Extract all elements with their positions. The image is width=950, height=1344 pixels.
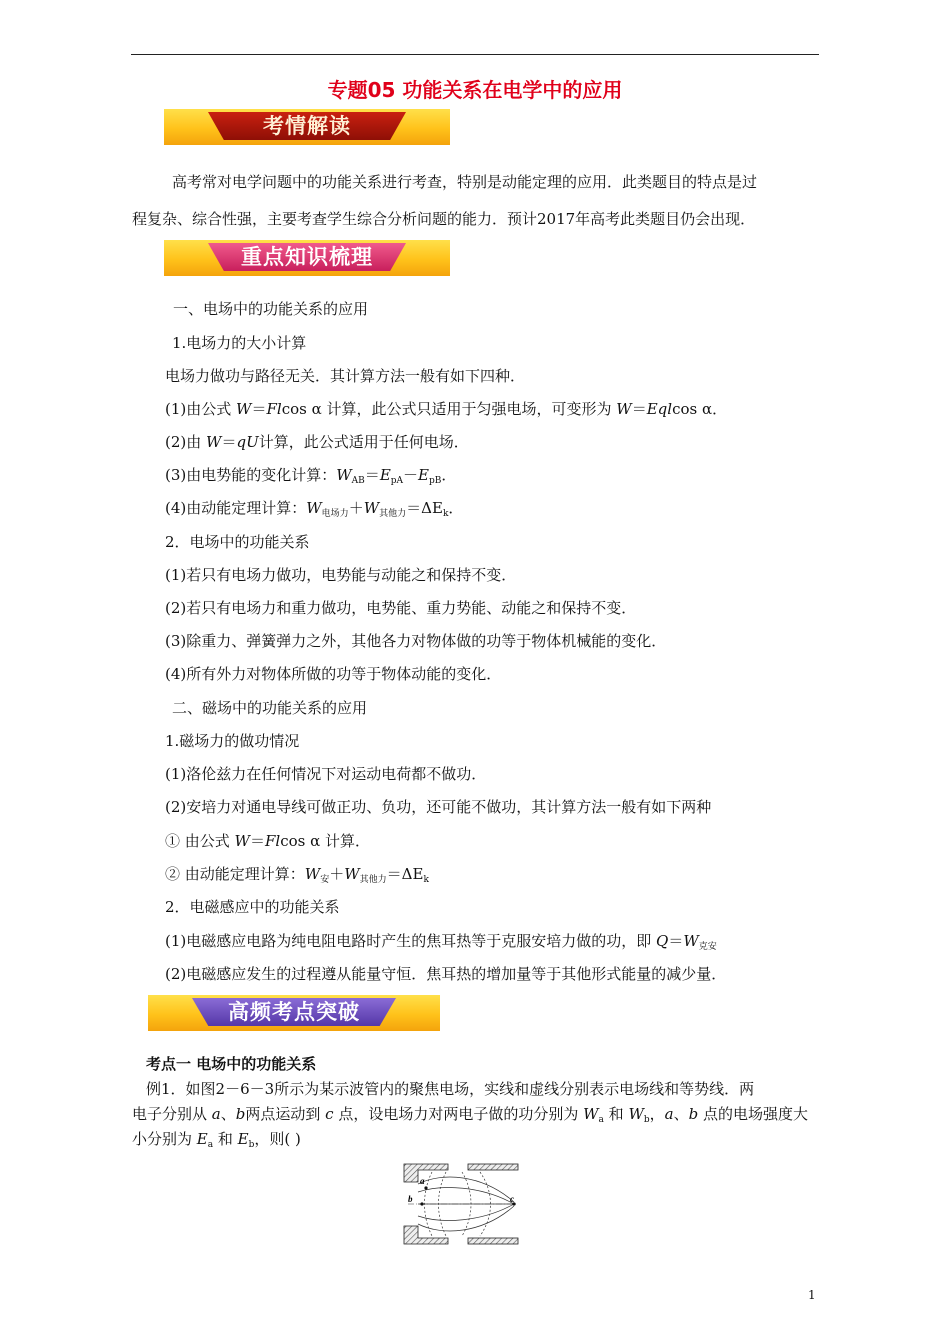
section-2-heading: 二、磁场中的功能关系的应用 xyxy=(172,699,368,717)
section-1-sub-2: 2．电场中的功能关系 xyxy=(165,533,310,551)
header-rule xyxy=(131,54,819,55)
page-number: 1 xyxy=(808,1288,816,1302)
point-a xyxy=(424,1186,427,1189)
electrode-right-bottom xyxy=(468,1238,518,1244)
section-2-sub-1: 1.磁场力的做功情况 xyxy=(165,732,300,750)
list-item: (3)除重力、弹簧弹力之外，其他各力对物体做的功等于物体机械能的变化． xyxy=(165,632,667,650)
list-item: ① 由公式 W＝Flcos α 计算． xyxy=(165,832,370,850)
section-2-sub-2: 2．电磁感应中的功能关系 xyxy=(165,898,340,916)
method-2: (2)由 W＝qU计算，此公式适用于任何电场． xyxy=(165,433,469,451)
list-item: (4)所有外力对物体所做的功等于物体动能的变化． xyxy=(165,665,502,683)
banner-label: 高频考点突破 xyxy=(228,1000,360,1024)
label-c: c xyxy=(510,1194,514,1204)
list-item: (2)若只有电场力和重力做功，电势能、重力势能、动能之和保持不变． xyxy=(165,599,637,617)
section-1-sub-1: 1.电场力的大小计算 xyxy=(172,334,307,352)
banner-label: 重点知识梳理 xyxy=(241,245,373,269)
method-3: (3)由电势能的变化计算：$W_{AB}=E_{pA}-E_{pB}$． xyxy=(165,466,457,486)
example-line-3: 小分别为 $E_a$ 和 $E_b$，则( ) xyxy=(132,1130,301,1150)
list-item: (1)若只有电场力做功，电势能与动能之和保持不变． xyxy=(165,566,517,584)
list-item: ② 由动能定理计算：$W_安+W_{其他力}=\Delta E_k$ xyxy=(165,865,429,885)
intro-line-1: 高考常对电学问题中的功能关系进行考查，特别是动能定理的应用．此类题目的特点是过 xyxy=(172,173,758,191)
banner-key-knowledge xyxy=(164,240,450,276)
section-1-paragraph: 电场力做功与路径无关．其计算方法一般有如下四种． xyxy=(165,367,526,385)
point-heading: 考点一 电场中的功能关系 xyxy=(146,1055,317,1073)
electrode-left-top xyxy=(404,1164,448,1182)
electrode-right-top xyxy=(468,1164,518,1170)
label-a: a xyxy=(420,1176,425,1186)
electrode-left-bottom xyxy=(404,1226,448,1244)
banner-label: 考情解读 xyxy=(263,114,351,138)
list-item: (2)电磁感应发生的过程遵从能量守恒．焦耳热的增加量等于其他形式能量的减少量． xyxy=(165,965,727,983)
focusing-field-figure xyxy=(402,1162,520,1246)
page-title: 专题05 功能关系在电学中的应用 xyxy=(327,78,623,102)
list-item: (2)安培力对通电导线可做正功、负功，还可能不做功，其计算方法一般有如下两种 xyxy=(165,798,712,816)
intro-line-2: 程复杂、综合性强，主要考查学生综合分析问题的能力．预计2017年高考此类题目仍会出现． xyxy=(132,210,756,228)
banner-high-frequency xyxy=(148,995,440,1031)
list-item: (1)洛伦兹力在任何情况下对运动电荷都不做功． xyxy=(165,765,487,783)
section-1-heading: 一、电场中的功能关系的应用 xyxy=(173,300,369,318)
label-b: b xyxy=(408,1194,413,1204)
example-line-1: 例1．如图2－6－3所示为某示波管内的聚焦电场，实线和虚线分别表示电场线和等势线．两 xyxy=(146,1080,755,1098)
example-line-2: 电子分别从 a、b两点运动到 c 点，设电场力对两电子做的功分别为 $W_a$ 和 $W_b$，a、b 点的电场强度大 xyxy=(132,1105,808,1125)
banner-exam-analysis xyxy=(164,109,450,145)
method-1: (1)由公式 W＝Flcos α 计算，此公式只适用于匀强电场，可变形为 W＝Eqlcos α． xyxy=(165,400,728,418)
method-4: (4)由动能定理计算：$W_{电场力}+W_{其他力}=\Delta E_k$． xyxy=(165,499,464,519)
list-item: (1)电磁感应电路为纯电阻电路时产生的焦耳热等于克服安培力做的功，即 $Q=W_{克安}$ xyxy=(165,932,717,952)
point-b xyxy=(420,1202,423,1205)
